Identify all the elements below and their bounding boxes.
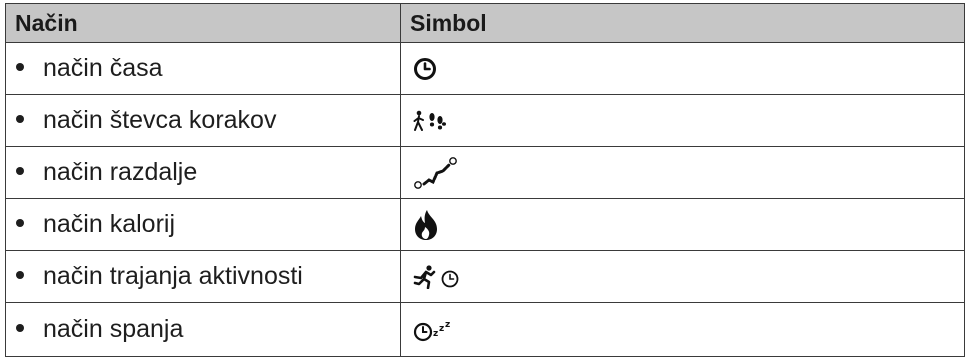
header-mode: Način: [6, 4, 401, 43]
symbol-cell: [401, 147, 965, 199]
distance-route-icon: [413, 156, 459, 190]
mode-label: način spanja: [43, 315, 184, 343]
table-row: [6, 95, 965, 147]
bullet: [16, 115, 24, 123]
header-symbol: Simbol: [401, 4, 965, 43]
mode-label: način razdalje: [43, 158, 198, 186]
walker-footprints-icon: [413, 110, 451, 132]
table-row: [6, 199, 965, 251]
mode-cell: [6, 251, 401, 303]
clock-icon: [413, 57, 437, 81]
table-row: [6, 43, 965, 95]
flame-icon: [413, 209, 439, 241]
bullet: [16, 271, 24, 279]
modes-table: [5, 3, 965, 357]
mode-label: način števca korakov: [43, 106, 277, 134]
svg-text:z: z: [433, 329, 439, 340]
symbol-cell: [401, 251, 965, 303]
mode-cell: [6, 95, 401, 147]
table-row: [6, 147, 965, 199]
runner-clock-icon: [413, 265, 461, 289]
svg-text:z: z: [439, 324, 445, 335]
sleep-clock-icon: [413, 318, 457, 342]
mode-cell: [6, 43, 401, 95]
svg-text:z: z: [445, 320, 451, 331]
table-row: [6, 251, 965, 303]
mode-label: način časa: [43, 54, 163, 82]
bullet: [16, 63, 24, 71]
symbol-cell: [401, 303, 965, 357]
bullet: [16, 167, 24, 175]
table-header-row: [6, 4, 965, 43]
mode-label: način trajanja aktivnosti: [43, 262, 303, 290]
mode-cell: [6, 147, 401, 199]
bullet: [16, 219, 24, 227]
mode-label: način kalorij: [43, 210, 176, 238]
mode-cell: [6, 303, 401, 357]
symbol-cell: [401, 199, 965, 251]
table-row: [6, 303, 965, 357]
mode-cell: [6, 199, 401, 251]
bullet: [16, 324, 24, 332]
symbol-cell: [401, 43, 965, 95]
symbol-cell: [401, 95, 965, 147]
